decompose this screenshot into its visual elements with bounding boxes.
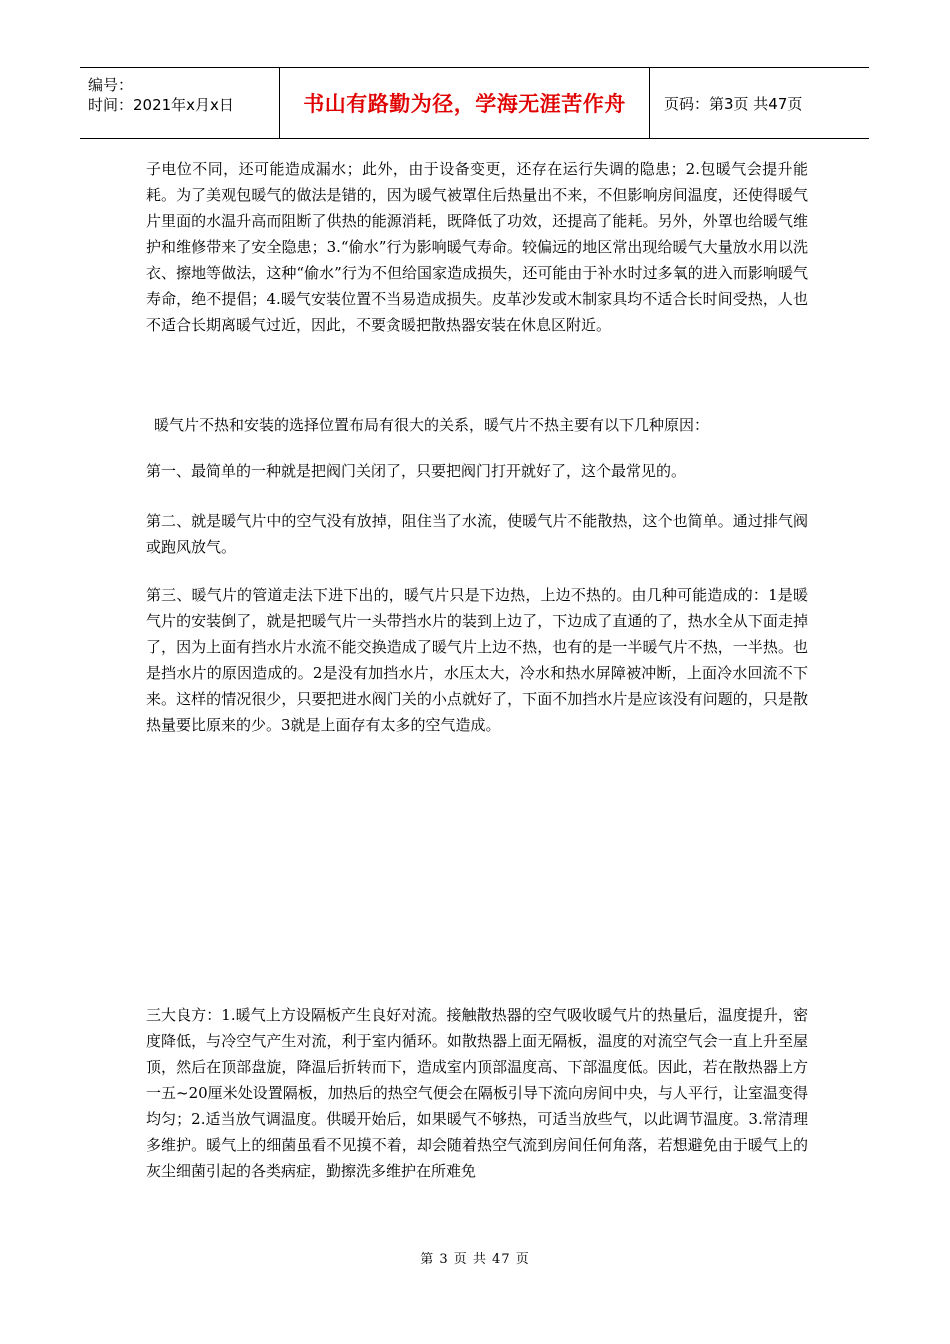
- paragraph: 第二、就是暖气片中的空气没有放掉，阻住当了水流，使暖气片不能散热，这个也简单。通过排气阀或跑风放气。: [146, 512, 808, 556]
- document-number-label: 编号：: [88, 76, 134, 94]
- paragraph: 第一、最简单的一种就是把阀门关闭了，只要把阀门打开就好了，这个最常见的。: [146, 462, 687, 480]
- footer-page-number: 第 3 页 共 47 页: [420, 1252, 530, 1267]
- header-motto-cell: [280, 68, 650, 138]
- header-page-number: 页码：第3页 共47页: [664, 94, 803, 113]
- page-footer: [0, 1248, 950, 1267]
- header-page-cell: [650, 68, 869, 138]
- paragraph: 暖气片不热和安装的选择位置布局有很大的关系，暖气片不热主要有以下几种原因：: [154, 416, 710, 434]
- header-table: [80, 67, 869, 139]
- paragraph: 子电位不同，还可能造成漏水；此外，由于设备变更，还存在运行失调的隐患；2.包暖气会提升能耗。为了美观包暖气的做法是错的，因为暖气被罩住后热量出不来，不但影响房间温度，还使得暖气片里面的水温升高而阻断了供热的能源消耗，既降低了功效，还提高了能耗。另外，外罩也给暖气维护和维修带来了安全隐患；3.“偷水”行为影响暖气寿命。较偏远的地区常出现给暖气大量放水用以洗衣、擦地等做法，这种“偷水”行为不但给国家造成损失，还可能由于补水时过多氧的进入而影响暖气寿命，绝不提倡；4.暖气安装位置不当易造成损失。皮革沙发或木制家具均不适合长时间受热，人也不适合长期离暖气过近，因此，不要贪暖把散热器安装在休息区附近。: [146, 160, 808, 334]
- document-date-label: 时间：2021年x月x日: [88, 96, 234, 114]
- paragraph: 三大良方：1.暖气上方设隔板产生良好对流。接触散热器的空气吸收暖气片的热量后，温度提升，密度降低，与冷空气产生对流，利于室内循环。如散热器上面无隔板，温度的对流空气会一直上升至屋顶，然后在顶部盘旋，降温后折转而下，造成室内顶部温度高、下部温度低。因此，若在散热器上方一五~20厘米处设置隔板，加热后的热空气便会在隔板引导下流向房间中央，与人平行，让室温变得均匀；2.适当放气调温度。供暖开始后，如果暖气不够热，可适当放些气，以此调节温度。3.常清理多维护。暖气上的细菌虽看不见摸不着，却会随着热空气流到房间任何角落，若想避免由于暖气上的灰尘细菌引起的各类病症，勤擦洗多维护在所难免: [146, 1006, 808, 1180]
- motto-text: 书山有路勤为径，学海无涯苦作舟: [303, 92, 626, 116]
- header-info-cell: [80, 68, 280, 138]
- paragraph: 第三、暖气片的管道走法下进下出的，暖气片只是下边热，上边不热的。由几种可能造成的：1是暖气片的安装倒了，就是把暖气片一头带挡水片的装到上边了，下边成了直通的了，热水全从下面走掉了，因为上面有挡水片水流不能交换造成了暖气片上边不热，也有的是一半暖气片不热，一半热。也是挡水片的原因造成的。2是没有加挡水片，水压太大，冷水和热水屏障被冲断，上面冷水回流不下来。这样的情况很少，只要把进水阀门关的小点就好了，下面不加挡水片是应该没有问题的，只是散热量要比原来的少。3就是上面存有太多的空气造成。: [146, 586, 808, 734]
